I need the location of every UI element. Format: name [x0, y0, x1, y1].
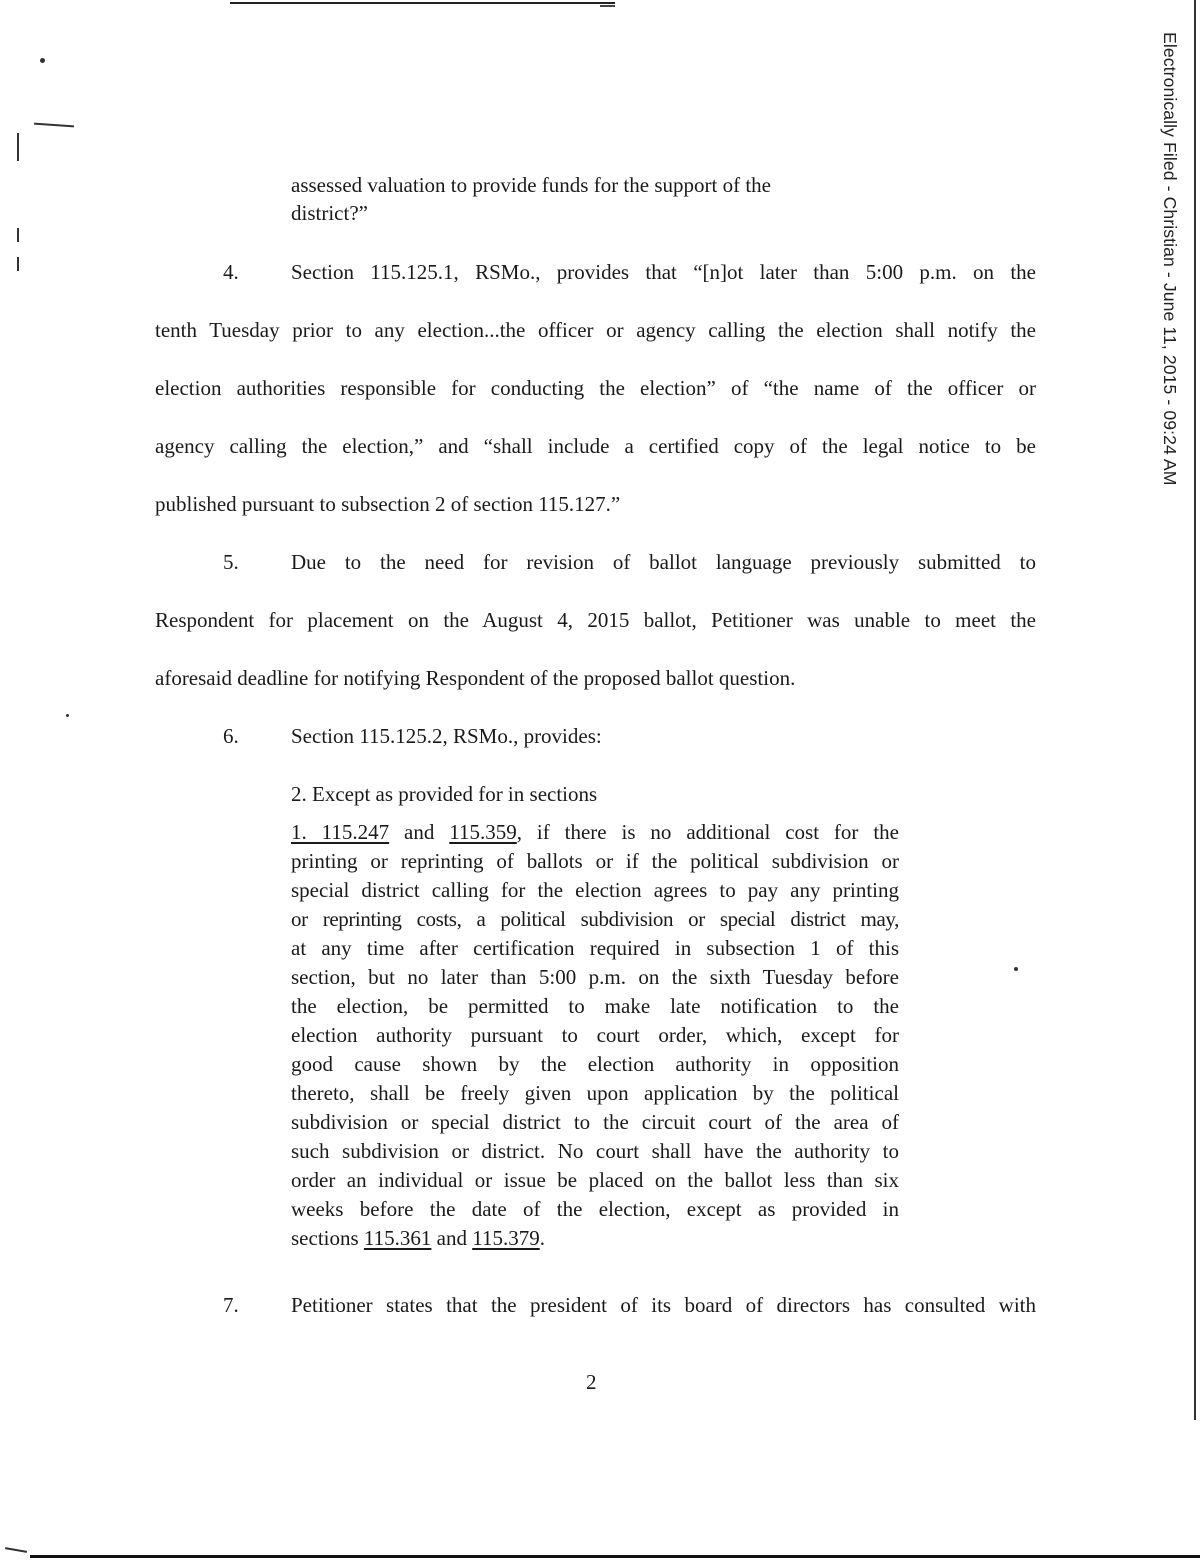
filing-stamp: Electronically Filed - Christian - June 11, 2015 - 09:24 AM — [1160, 32, 1180, 486]
paragraph-number: 6. — [223, 724, 239, 748]
paragraph-line: Section 115.125.2, RSMo., provides: — [291, 724, 602, 748]
scan-bar — [17, 257, 19, 271]
paragraph-line: agency calling the election,” and “shall include a certified copy of the legal notice to be — [155, 434, 1036, 458]
statute-link[interactable]: 115.359 — [449, 820, 517, 844]
block-quote-line: at any time after certification required in subsection 1 of this — [291, 936, 899, 960]
paragraph-line: election authorities responsible for conducting the election” of “the name of the officer or — [155, 376, 1036, 400]
scan-artifact-right-edge — [1194, 0, 1196, 1420]
paragraph-line: published pursuant to subsection 2 of section 115.127.” — [155, 492, 621, 516]
block-quote-line: or reprinting costs, a political subdivision or special district may, — [291, 907, 899, 931]
block-quote-line: 1. 115.247 and 115.359, if there is no additional cost for the — [291, 820, 899, 844]
block-quote-line: section, but no later than 5:00 p.m. on the sixth Tuesday before — [291, 965, 899, 989]
quote-line: assessed valuation to provide funds for the support of the — [291, 173, 771, 197]
block-quote-line: special district calling for the election agrees to pay any printing — [291, 878, 899, 902]
scan-artifact-bottom-edge — [30, 1555, 1200, 1558]
paragraph-line: Petitioner states that the president of its board of directors has consulted with — [291, 1293, 1036, 1317]
paragraph-line: Due to the need for revision of ballot language previously submitted to — [291, 550, 1036, 574]
statute-link[interactable]: 1. 115.247 — [291, 820, 390, 844]
scan-speck — [40, 58, 45, 63]
paragraph-number: 5. — [223, 550, 239, 574]
scan-stroke — [34, 123, 74, 128]
paragraph-number: 7. — [223, 1293, 239, 1317]
paragraph-line: aforesaid deadline for notifying Respondent of the proposed ballot question. — [155, 666, 796, 690]
statute-link[interactable]: 115.379 — [472, 1226, 540, 1250]
block-quote-line: sections 115.361 and 115.379. — [291, 1226, 545, 1250]
block-quote-line: 2. Except as provided for in sections — [291, 782, 598, 806]
block-quote-line: such subdivision or district. No court shall have the authority to — [291, 1139, 899, 1163]
paragraph-line: Respondent for placement on the August 4, 2015 ballot, Petitioner was unable to meet the — [155, 608, 1036, 632]
paragraph-number: 4. — [223, 260, 239, 284]
paragraph-line: Section 115.125.1, RSMo., provides that “[n]ot later than 5:00 p.m. on the — [291, 260, 1036, 284]
scan-stroke — [5, 1547, 27, 1553]
block-quote-line: subdivision or special district to the circuit court of the area of — [291, 1110, 899, 1134]
block-quote-line: weeks before the date of the election, except as provided in — [291, 1197, 899, 1221]
block-quote-line: good cause shown by the election authority in opposition — [291, 1052, 899, 1076]
scan-speck — [1014, 967, 1018, 971]
scan-bar — [17, 228, 19, 242]
quote-line: district?” — [291, 201, 368, 225]
scan-bar — [17, 133, 19, 161]
block-quote-line: election authority pursuant to court order, which, except for — [291, 1023, 899, 1047]
block-quote-line: thereto, shall be freely given upon application by the political — [291, 1081, 899, 1105]
scan-speck — [66, 714, 69, 717]
block-quote-line: order an individual or issue be placed on the ballot less than six — [291, 1168, 899, 1192]
page-number: 2 — [586, 1370, 597, 1394]
paragraph-line: tenth Tuesday prior to any election...the officer or agency calling the election shall notify the — [155, 318, 1036, 342]
scan-artifact-top — [230, 2, 615, 4]
scan-artifact-top-tick — [600, 5, 615, 7]
statute-link[interactable]: 115.361 — [363, 1226, 432, 1250]
block-quote-line: the election, be permitted to make late notification to the — [291, 994, 899, 1018]
block-quote-line: printing or reprinting of ballots or if the political subdivision or — [291, 849, 899, 873]
